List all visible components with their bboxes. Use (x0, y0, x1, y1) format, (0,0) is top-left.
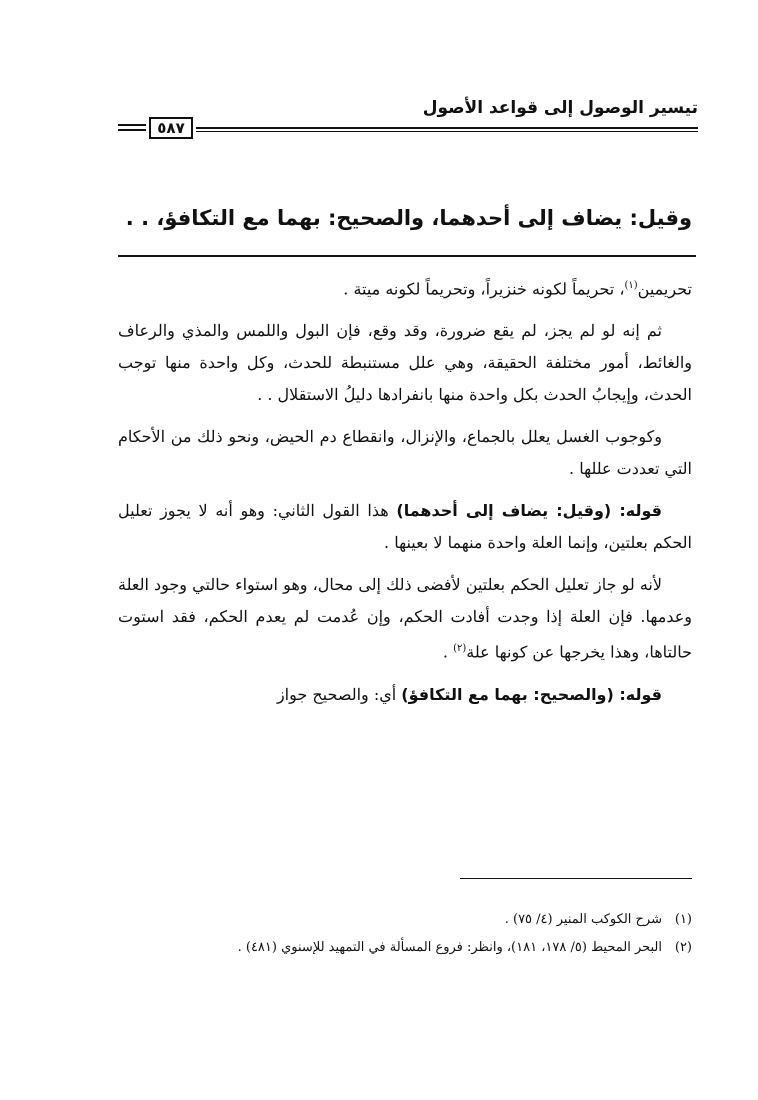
footnote-text: البحر المحيط (٥/ ١٧٨، ١٨١)، وانظر: فروع المسألة في التمهيد للإسنوي (٤٨١) . (237, 940, 662, 955)
footnote-1 (118, 906, 692, 934)
p4-label: قوله: (وقيل: يضاف إلى أحدهما) (396, 501, 662, 521)
footnote-text: شرح الكوكب المنير (٤/ ٧٥) . (504, 912, 662, 927)
paragraph-4 (118, 495, 692, 559)
p1-end: ، تحريماً لكونه خنزيراً، وتحريماً لكونه ميتة . (343, 279, 625, 299)
footnote-ref-1: (١) (624, 280, 638, 291)
p1-start: تحريمين (637, 279, 692, 299)
paragraph-1 (118, 270, 692, 305)
page-number-ornament (118, 124, 146, 134)
matn-line: وقيل: يضاف إلى أحدهما، والصحيح: بهما مع التكافؤ، . . (125, 206, 692, 230)
paragraph-5 (118, 569, 692, 668)
footnote-rule (460, 878, 692, 879)
paragraph-2: ثم إنه لو لم يجز، لم يقع ضرورة، وقد وقع، فإن البول واللمس والمذي والرعاف والغائط، أمور مختلفة الحقيقة، وهي علل مستنبطة للحدث، وكل واحدة منها توجب الحدث، وإيجابُ الحدث بكل واحدة منها بانفرادها دليلُ الاستقلال . . (118, 321, 692, 405)
matn-rule (118, 255, 696, 257)
page-number: ٥٨٧ (149, 117, 193, 139)
footnote-ref-2: (٢) (453, 643, 467, 655)
footnote-2 (118, 934, 692, 962)
paragraph-6 (118, 679, 692, 711)
p6-rest: أي: والصحيح جواز (276, 684, 402, 704)
p6-label: قوله: (والصحيح: بهما مع التكافؤ) (401, 684, 662, 704)
running-title: تيسير الوصول إلى قواعد الأصول (422, 98, 698, 118)
footnote-number: (٢) (674, 940, 692, 955)
p5-end: . (442, 642, 454, 662)
header-rule (196, 127, 698, 129)
footnotes (118, 906, 692, 962)
paragraph-3: وكوجوب الغسل يعلل بالجماع، والإنزال، وانقطاع دم الحيض، ونحو ذلك من الأحكام التي تعددت عللها . (118, 427, 692, 479)
p5-start: لأنه لو جاز تعليل الحكم بعلتين لأفضى ذلك إلى محال، وهو استواء حالتي وجود العلة وعدمها. فإن العلة إذا وجدت أفادت الحكم، وإن عُدمت لم يعدم الحكم، فقد استوت حالتاها، وهذا يخرجها عن كونها علة (118, 575, 692, 662)
body-text (118, 270, 692, 721)
p4-rest: هذا القول الثاني: وهو أنه لا يجوز تعليل الحكم بعلتين، وإنما العلة واحدة منهما لا بعينها . (118, 501, 692, 553)
footnote-number: (١) (674, 912, 692, 927)
header-rule-thin (196, 131, 698, 132)
